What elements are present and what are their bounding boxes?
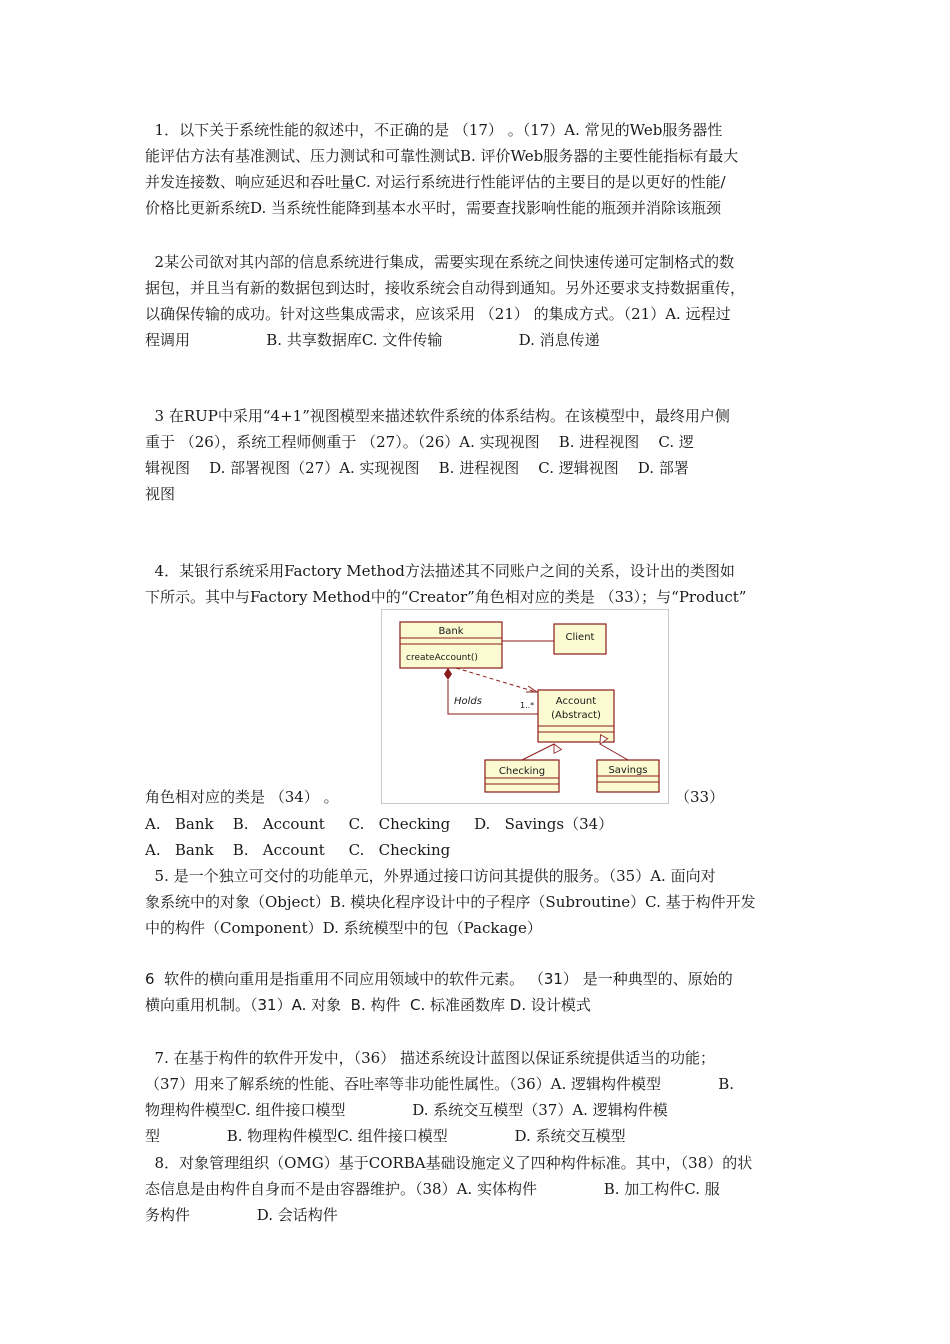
question-4-options-line: A. Bank B. Account C. Checking: [145, 841, 451, 859]
question-2: [145, 249, 807, 353]
multiplicity-label: 1..*: [520, 701, 535, 710]
class-checking-name: Checking: [498, 766, 546, 777]
question-3-line: 视图: [145, 485, 176, 503]
question-4-options-line: A. Bank B. Account C. Checking D. Savings（34）: [145, 815, 614, 833]
question-1-line: 价格比更新系统D. 当系统性能降到基本水平时，需要查找影响性能的瓶颈并消除该瓶颈: [145, 199, 722, 217]
question-4-line: （33）: [675, 788, 725, 806]
class-savings: [597, 760, 659, 792]
question-7-line: 型 B. 物理构件模型C. 组件接口模型 D. 系统交互模型: [145, 1127, 626, 1145]
class-bank-name: Bank: [438, 626, 464, 637]
class-bank: [400, 622, 502, 668]
generalization-checking-account: [522, 744, 554, 760]
generalization-savings-account: [600, 744, 628, 760]
uml-diagram-svg: [382, 610, 668, 803]
question-5-line: 中的构件（Component）D. 系统模型中的包（Package）: [145, 919, 542, 937]
class-client-name: Client: [565, 632, 595, 643]
question-3-line: 重于 （26），系统工程师侧重于 （27）。（26）A. 实现视图 B. 进程视图 C. 逻: [145, 433, 694, 451]
question-3-line: 3 在RUP中采用“4+1”视图模型来描述软件系统的体系结构。在该模型中，最终用户侧: [145, 407, 730, 425]
class-savings-name: Savings: [608, 765, 648, 776]
question-7-line: 物理构件模型C. 组件接口模型 D. 系统交互模型（37）A. 逻辑构件模: [145, 1101, 668, 1119]
class-account-stereotype: (Abstract): [551, 710, 601, 721]
question-6-line: 横向重用机制。（31）A. 对象 B. 构件 C. 标准函数库 D. 设计模式: [145, 996, 591, 1014]
question-6: [145, 966, 807, 1018]
question-8-line: 态信息是由构件自身而不是由容器维护。（38）A. 实体构件 B. 加工构件C. 服: [145, 1180, 720, 1198]
question-4-line: 角色相对应的类是 （34） 。: [145, 788, 339, 806]
question-1: [145, 117, 807, 221]
question-4-tail-left: [145, 784, 345, 810]
question-8: [145, 1150, 807, 1228]
question-3-line: 辑视图 D. 部署视图（27）A. 实现视图 B. 进程视图 C. 逻辑视图 D. 部署: [145, 459, 689, 477]
association-label-holds: Holds: [454, 696, 482, 707]
question-5-line: 象系统中的对象（Object）B. 模块化程序设计中的子程序（Subroutine）C. 基于构件开发: [145, 893, 756, 911]
question-4-options: [145, 811, 807, 863]
question-2-line: 2某公司欲对其内部的信息系统进行集成，需要实现在系统之间快速传递可定制格式的数: [145, 253, 735, 271]
question-1-line: 能评估方法有基准测试、压力测试和可靠性测试B. 评价Web服务器的主要性能指标有最大: [145, 147, 739, 165]
question-4-line: 4．某银行系统采用Factory Method方法描述其不同账户之间的关系，设计出的类图如: [145, 562, 735, 580]
question-5-line: 5. 是一个独立可交付的功能单元，外界通过接口访问其提供的服务。（35）A. 面向对: [145, 867, 716, 885]
class-checking: [485, 760, 559, 792]
question-2-line: 程调用 B. 共享数据库C. 文件传输 D. 消息传递: [145, 331, 600, 349]
dependency-bank-account: [456, 668, 536, 692]
class-client: [554, 624, 606, 654]
question-6-line: 6 软件的横向重用是指重用不同应用领域中的软件元素。 （31） 是一种典型的、原始的: [145, 970, 733, 988]
class-bank-method: createAccount(): [406, 653, 478, 663]
question-4: [145, 558, 807, 610]
question-2-line: 以确保传输的成功。针对这些集成需求，应该采用 （21） 的集成方式。（21）A. 远程过: [145, 305, 731, 323]
question-5: [145, 863, 807, 941]
class-account-name: Account: [555, 696, 597, 707]
question-8-line: 务构件 D. 会话构件: [145, 1206, 338, 1224]
question-1-line: 1．以下关于系统性能的叙述中，不正确的是 （17） 。（17）A. 常见的Web服务器性: [145, 121, 723, 139]
question-7: [145, 1045, 807, 1149]
question-1-line: 并发连接数、响应延迟和吞吐量C. 对运行系统进行性能评估的主要目的是以更好的性能/: [145, 173, 726, 191]
question-2-line: 据包，并且当有新的数据包到达时，接收系统会自动得到通知。另外还要求支持数据重传，: [145, 279, 746, 297]
aggregation-diamond: [444, 668, 452, 680]
question-7-line: （37）用来了解系统的性能、吞吐率等非功能性属性。（36）A. 逻辑构件模型 B.: [145, 1075, 735, 1093]
class-account: [538, 690, 614, 742]
question-8-line: 8．对象管理组织（OMG）基于CORBA基础设施定义了四种构件标准。其中，（38）的状: [145, 1154, 753, 1172]
question-3: [145, 403, 807, 507]
uml-class-diagram: [381, 609, 669, 804]
question-4-tail-right: [675, 784, 735, 810]
question-7-line: 7. 在基于构件的软件开发中，（36） 描述系统设计蓝图以保证系统提供适当的功能；: [145, 1049, 715, 1067]
question-4-line: 下所示。其中与Factory Method中的“Creator”角色相对应的类是 （33）；与“Product”: [145, 588, 747, 606]
